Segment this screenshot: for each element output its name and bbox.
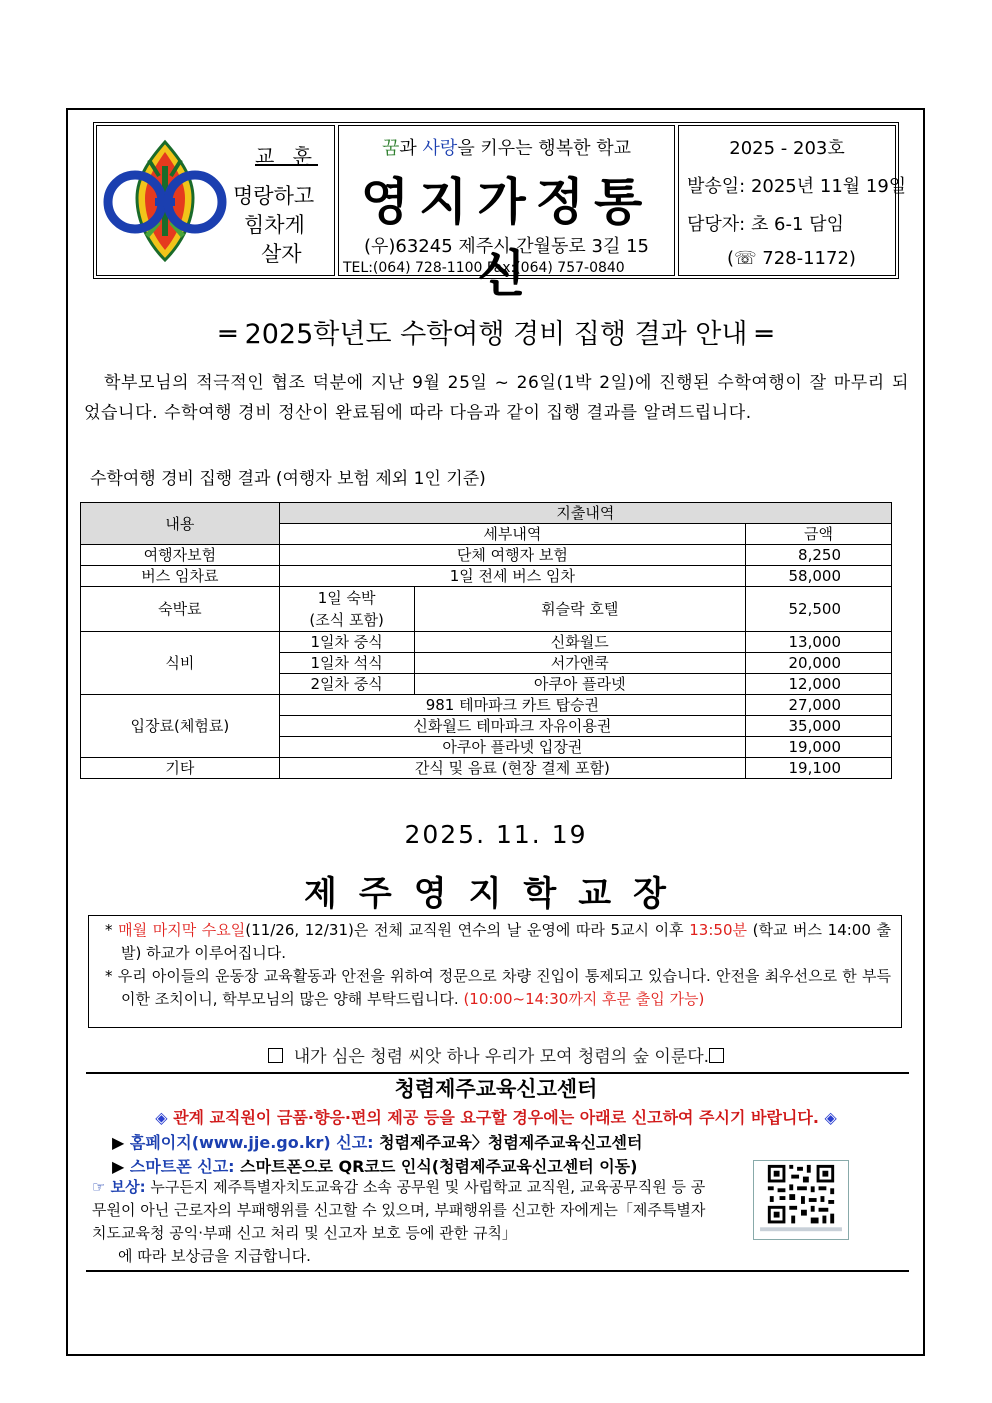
send-date: 발송일: 2025년 11월 19일 — [687, 176, 907, 197]
header-spend: 지출내역 — [279, 503, 891, 524]
header-amount: 금액 — [746, 524, 892, 545]
row-amount: 27,000 — [746, 695, 892, 716]
row-amount: 35,000 — [746, 716, 892, 737]
header-detail: 세부내역 — [279, 524, 745, 545]
row-amount: 19,100 — [746, 758, 892, 779]
diamond-icon: ◈ — [824, 1108, 837, 1127]
row-detail: 휘슬락 호텔 — [414, 587, 746, 632]
row-amount: 8,250 — [746, 545, 892, 566]
qr-code-icon[interactable] — [753, 1160, 849, 1240]
report-smartphone: ▶ 스마트폰 신고: 스마트폰으로 QR코드 인식(청렴제주교육신고센터 이동) — [112, 1157, 638, 1176]
school-tel-fax: TEL:(064) 728-1100 Fax:(064) 757-0840 — [343, 260, 625, 276]
notice-item: * 우리 아이들의 운동장 교육활동과 안전을 위하여 정문으로 차량 진입이 통제되고 있습니다. 안전을 최우선으로 한 부득이한 조치이니, 학부모님의 많은 양해 부탁드립니다. (10:00~14:30까지 후문 출입 가능) — [105, 967, 891, 1008]
contact-phone: (☏ 728-1172) — [727, 248, 856, 269]
school-slogan: 꿈과 사랑을 키우는 행복한 학교 — [382, 138, 631, 159]
integrity-pledge: 내가 심은 청렴 씨앗 하나 우리가 모여 청렴의 숲 이룬다. — [0, 1042, 992, 1067]
notice-item: * 매월 마지막 수요일(11/26, 12/31)은 전체 교직원 연수의 날 운영에 따라 5교시 이후 13:50분 (학교 버스 14:00 출발) 하교가 이루어집니다. — [105, 921, 891, 962]
row-detail: 서가앤쿡 — [414, 653, 746, 674]
notice-box — [88, 915, 902, 1028]
row-amount: 20,000 — [746, 653, 892, 674]
row-item: 여행자보험 — [81, 545, 280, 566]
report-center-title: 청렴제주교육신고센터 — [394, 1077, 598, 1101]
row-amount: 52,500 — [746, 587, 892, 632]
row-sub: 1일차 석식 — [279, 653, 414, 674]
newsletter-header — [93, 122, 907, 303]
table-row — [81, 758, 892, 779]
row-detail: 981 테마파크 카트 탑승권 — [279, 695, 745, 716]
table-row — [81, 587, 892, 632]
motto-label: 교 훈 — [255, 144, 318, 168]
diamond-icon: ◈ — [155, 1108, 168, 1127]
row-item: 숙박료 — [81, 587, 280, 632]
notice-title: ═ 2025학년도 수학여행 경비 집행 결과 안내 ═ — [219, 319, 773, 350]
row-sub: 2일차 중식 — [279, 674, 414, 695]
newsletter-title: 영지가정통신 — [360, 172, 653, 303]
table-row — [81, 566, 892, 587]
row-amount: 19,000 — [746, 737, 892, 758]
header-content: 내용 — [81, 503, 280, 545]
issue-number: 2025 - 203호 — [729, 138, 845, 159]
reward-paragraph: ☞ 보상: 누구든지 제주특별자치도교육감 소속 공무원 및 사립학교 교직원, 교육공무직원 등 공무원이 아닌 근로자의 부패행위를 신고할 수 있으며, 부패행위를 신고한 자에게는「제주특별자치도교육청 공익·부패 신고 처리 및 신고자 보호 등에 관한 규칙」 에 따라 보상금을 지급합니다. — [92, 1178, 706, 1265]
responsible-person: 담당자: 초 6-1 담임 — [687, 214, 844, 235]
row-detail: 1일 전세 버스 임차 — [279, 566, 745, 587]
school-address: (우)63245 제주시 간월동로 3길 15 — [363, 236, 650, 257]
row-amount: 12,000 — [746, 674, 892, 695]
row-detail: 아쿠아 플라넷 — [414, 674, 746, 695]
row-item: 버스 임차료 — [81, 566, 280, 587]
intro-paragraph: 학부모님의 적극적인 협조 덕분에 지난 9월 25일 ~ 26일(1박 2일)에 진행된 수학여행이 잘 마무리 되었습니다. 수학여행 경비 정산이 완료됨에 따라 다음과 같이 집행 결과를 알려드립니다. — [84, 373, 909, 423]
checkbox-icon — [709, 1048, 724, 1063]
report-notice: ◈ 관계 교직원이 금품·향응·편의 제공 등을 요구할 경우에는 아래로 신고하여 주시기 바랍니다. ◈ — [155, 1108, 837, 1127]
motto-line: 명랑하고 — [233, 184, 315, 208]
row-detail: 신화월드 — [414, 632, 746, 653]
motto-line: 힘차게 — [244, 213, 305, 237]
motto-line: 살자 — [261, 242, 302, 266]
row-item: 식비 — [81, 632, 280, 695]
row-amount: 58,000 — [746, 566, 892, 587]
row-detail: 간식 및 음료 (현장 결제 포함) — [279, 758, 745, 779]
report-homepage: ▶ 홈페이지(www.jje.go.kr) 신고: 청렴제주교육〉청렴제주교육신고센터 — [112, 1133, 643, 1152]
school-logo-icon — [101, 136, 229, 266]
row-item: 기타 — [81, 758, 280, 779]
motto-cell — [96, 125, 335, 276]
issue-cell — [678, 125, 907, 276]
expense-table — [80, 502, 892, 779]
table-header-row — [81, 503, 892, 524]
row-item: 입장료(체험료) — [81, 695, 280, 758]
title-cell — [338, 125, 675, 303]
arrow-icon: ▶ — [112, 1157, 130, 1176]
table-row — [81, 695, 892, 716]
arrow-icon: ▶ — [112, 1133, 130, 1152]
table-row — [81, 632, 892, 653]
row-amount: 13,000 — [746, 632, 892, 653]
table-caption: 수학여행 경비 집행 결과 (여행자 보험 제외 1인 기준) — [90, 469, 486, 489]
row-detail: 신화월드 테마파크 자유이용권 — [279, 716, 745, 737]
divider — [86, 1270, 909, 1272]
row-detail: 단체 여행자 보험 — [279, 545, 745, 566]
checkbox-icon — [268, 1048, 283, 1063]
row-sub: 1일 숙박 (조식 포함) — [279, 587, 414, 632]
signature-date: 2025. 11. 19 — [404, 820, 588, 849]
row-detail: 아쿠아 플라넷 입장권 — [279, 737, 745, 758]
table-row — [81, 545, 892, 566]
row-sub: 1일차 중식 — [279, 632, 414, 653]
principal-signature: 제주영지학교장 — [304, 874, 688, 914]
pointing-hand-icon: ☞ — [92, 1178, 111, 1196]
